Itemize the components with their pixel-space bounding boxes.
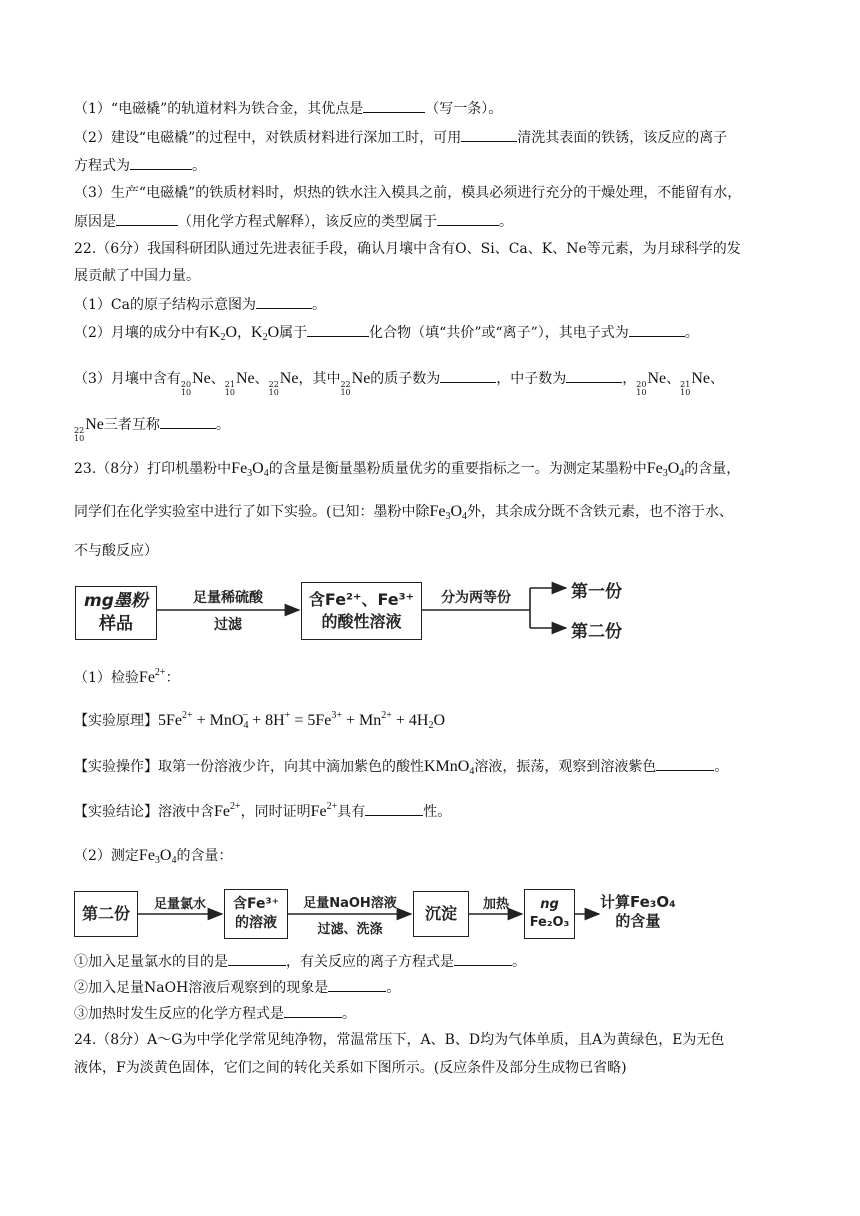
q22-heading-cont: 展贡献了中国力量。: [74, 268, 200, 284]
q21-part2-cont: 方程式为 。: [74, 155, 206, 176]
flow2-precipitate-box: 沉淀: [413, 891, 469, 937]
q24-heading: 24.（8分）A～G为中学化学常见纯净物，常温常压下，A、B、D均为气体单质，且A为黄绿色，E为无色: [74, 1032, 725, 1048]
q23-sub3: ③加热时发生反应的化学方程式是 。: [74, 1003, 356, 1024]
q22-heading: 22.（6分）我国科研团队通过先进表征手段，确认月壤中含有O、Si、Ca、K、Ne等元素，为月球科学的发: [74, 241, 741, 257]
q22-part3: （3）月壤中含有 20 10 Ne、 21 10 Ne、 22 10 Ne，其中 22 10 Ne的质子数为 ，中子数为 ， 20 10 Ne、 21 10 Ne、: [74, 370, 724, 397]
flow1-solution-box: 含Fe²⁺、Fe³⁺ 的酸性溶液: [301, 582, 422, 640]
q21-part3: （3）生产“电磁橇”的铁质材料时，炽热的铁水注入模具之前，模具必须进行充分的干燥处理，不能留有水，: [74, 185, 742, 201]
q22-part2: （2）月壤的成分中有$K_2O$，$K_2O$属于 化合物（填“共价”或“离子”），其电子式为 。: [74, 324, 699, 343]
q23-heading-cont2: 不与酸反应）: [74, 543, 158, 559]
flow1-arrow1-bottom: 过滤: [214, 617, 242, 633]
q23-heading: 23.（8分）打印机墨粉中$Fe_3O_4$的含量是衡量墨粉质量优劣的重要指标之一。为测定某墨粉中$Fe_3O_4$的含量，: [74, 460, 741, 479]
flow2-fe3-box: 含Fe³⁺ 的溶液: [224, 889, 288, 939]
q23-heading-cont: 同学们在化学实验室中进行了如下实验。(已知：墨粉中除$Fe_3O_4$外，其余成分既不含铁元素，也不溶于水、: [74, 503, 734, 522]
q23-sub2: ②加入足量NaOH溶液后观察到的现象是 。: [74, 977, 400, 998]
formula-k2o: $K_2O$: [251, 324, 280, 343]
q22-part3-cont: 22 10 Ne三者互称 。: [74, 416, 230, 443]
flow2-fe2o3-box: ng Fe₂O₃: [524, 889, 575, 939]
q23-principle: 【实验原理】$5Fe^{2+} + MnO_4^- + 8H^+ = 5Fe^{3+} + Mn^{2+} + 4H_2O$: [74, 710, 446, 731]
flow2-result-label: 计算Fe₃O₄ 的含量: [600, 893, 676, 930]
q23-sub1: ①加入足量氯水的目的是 ，有关反应的离子方程式是 。: [74, 951, 526, 972]
flow2-arrow2-top: 足量NaOH溶液: [303, 896, 397, 911]
flow1-arrow2-top: 分为两等份: [441, 590, 511, 606]
flow1-output-1: 第一份: [571, 582, 622, 602]
q21-part2: （2）建设“电磁橇”的过程中，对铁质材料进行深加工时，可用 清洗其表面的铁锈，该反应的离子: [74, 127, 727, 148]
q23-part2: （2）测定$Fe_3O_4$的含量：: [74, 847, 233, 866]
answer-blank[interactable]: [656, 756, 714, 771]
flow2-portion-box: 第二份: [74, 891, 138, 937]
flow1-output-2: 第二份: [571, 622, 622, 642]
q22-part1: （1）Ca的原子结构示意图为 。: [74, 294, 326, 315]
flow2-arrow1-label: 足量氯水: [153, 897, 206, 912]
flow1-sample-box: mg墨粉 样品: [75, 586, 157, 640]
answer-blank[interactable]: [228, 951, 286, 966]
q21-part3-cont: 原因是 （用化学方程式解释），该反应的类型属于 。: [74, 211, 513, 232]
answer-blank[interactable]: [454, 951, 512, 966]
answer-blank[interactable]: [328, 977, 386, 992]
q23-operation: 【实验操作】取第一份溶液少许，向其中滴加紫色的酸性KMnO$_4$溶液，振荡，观察到溶液紫色 。: [74, 758, 729, 777]
flow2-arrow3-label: 加热: [482, 897, 509, 912]
q21-part1: （1）“电磁橇”的轨道材料为铁合金，其优点是 （写一条）。: [74, 98, 502, 119]
formula-k2o: $K_2O$: [208, 324, 238, 343]
q23-part1: （1）检验$Fe^{2+}$：: [74, 667, 180, 686]
q24-heading-cont: 液体，F为淡黄色固体，它们之间的转化关系如下图所示。(反应条件及部分生成物已省略): [74, 1060, 627, 1076]
answer-blank[interactable]: [365, 801, 423, 816]
ionic-equation: $5Fe^{2+} + MnO_4^- + 8H^+ = 5Fe^{3+} + Mn^{2+} + 4H_2O$: [158, 710, 446, 731]
q23-conclusion: 【实验结论】溶液中含$Fe^{2+}$，同时证明$Fe^{2+}$具有 性。: [74, 801, 452, 820]
flow1-arrow1-top: 足量稀硫酸: [193, 590, 263, 606]
flow2-arrow2-bottom: 过滤、洗涤: [317, 922, 383, 937]
answer-blank[interactable]: [284, 1003, 342, 1018]
